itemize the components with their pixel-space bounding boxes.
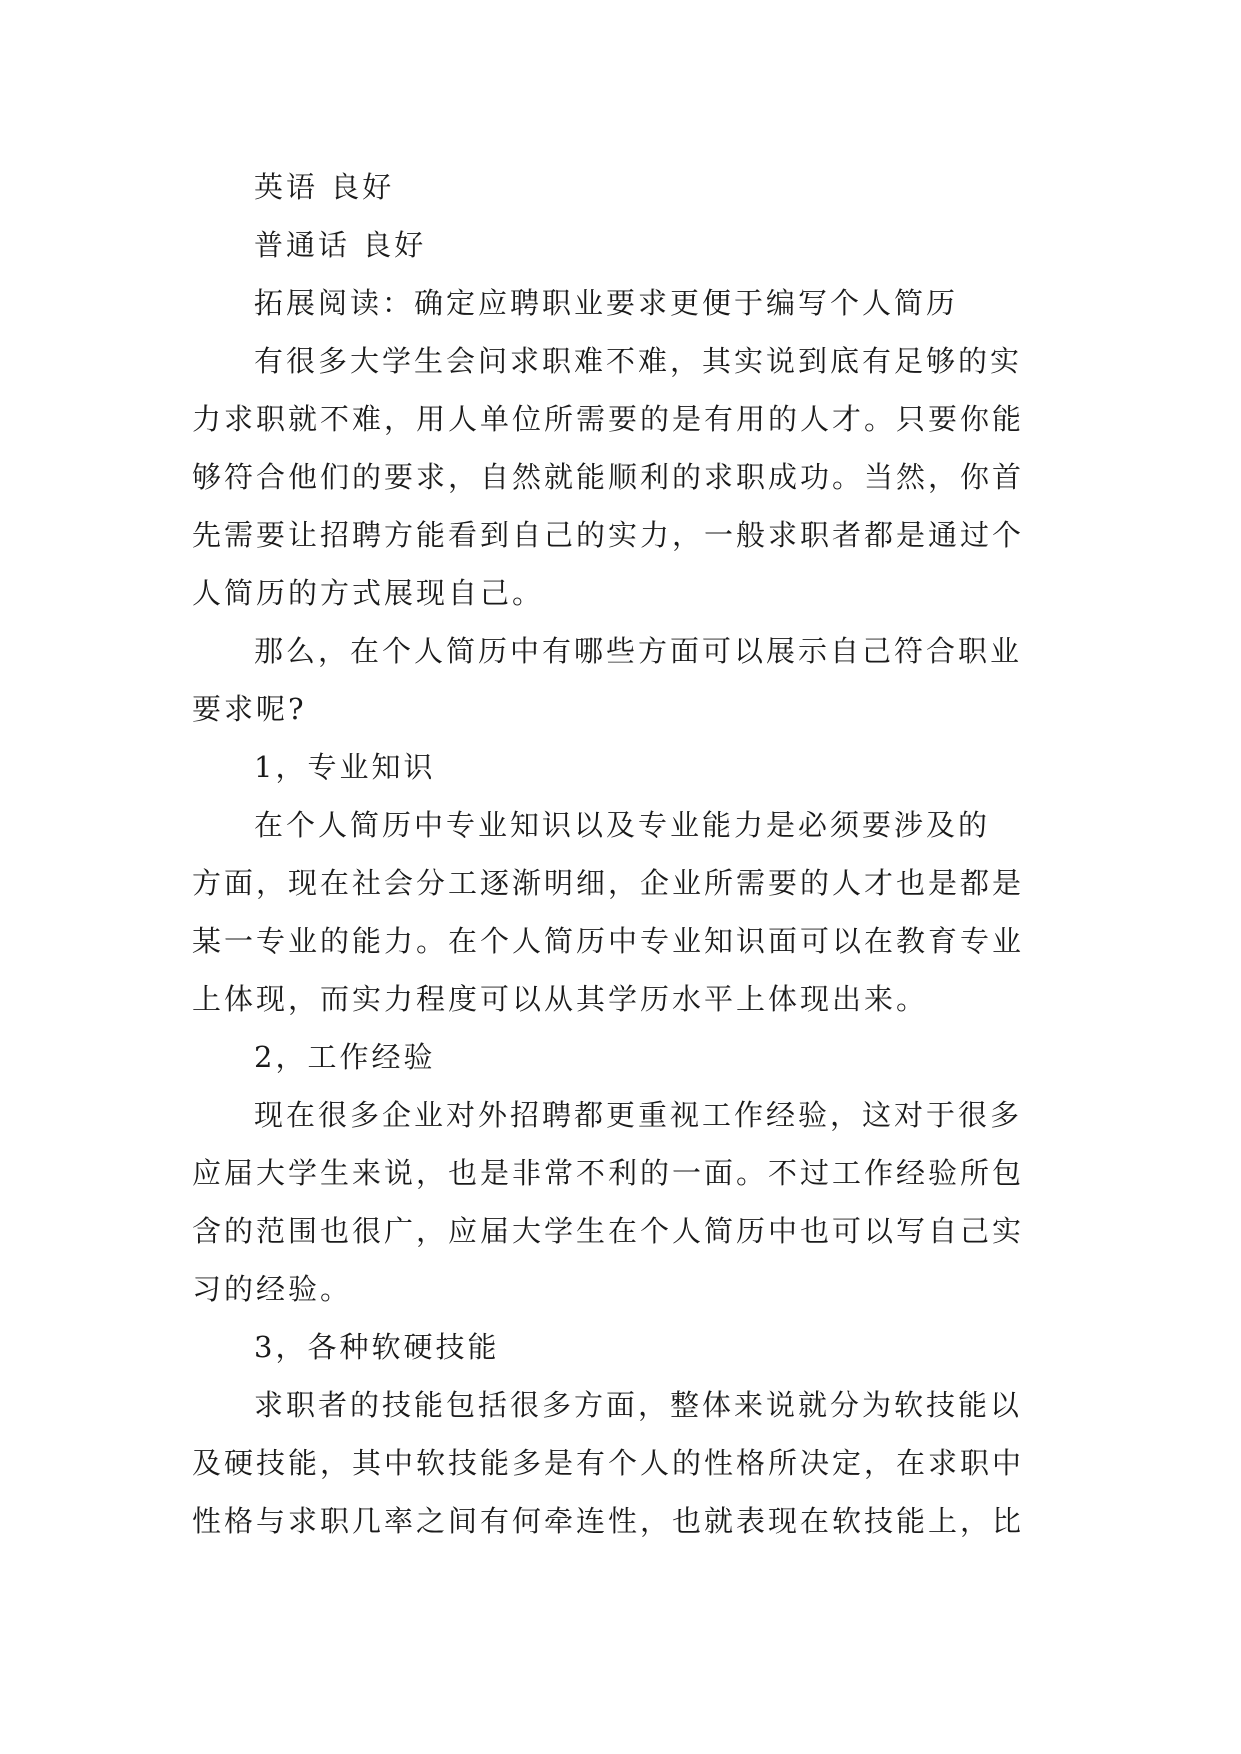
paragraph-line: 方面，现在社会分工逐渐明细，企业所需要的人才也是都是	[192, 866, 1025, 900]
language-english-line: 英语 良好	[254, 170, 395, 204]
paragraph-line: 求职者的技能包括很多方面，整体来说就分为软技能以	[254, 1388, 1023, 1422]
document-body	[192, 158, 1052, 1550]
paragraph-line: 力求职就不难，用人单位所需要的是有用的人才。只要你能	[192, 402, 1025, 436]
language-mandarin-line: 普通话 良好	[254, 228, 427, 262]
paragraph-line: 够符合他们的要求，自然就能顺利的求职成功。当然，你首	[192, 460, 1025, 494]
section-heading-professional-knowledge: 1，专业知识	[254, 750, 436, 784]
paragraph-line: 那么，在个人简历中有哪些方面可以展示自己符合职业	[254, 634, 1023, 668]
section-heading-work-experience: 2，工作经验	[254, 1040, 436, 1074]
paragraph-line: 含的范围也很广，应届大学生在个人简历中也可以写自己实	[192, 1214, 1025, 1248]
paragraph-line: 有很多大学生会问求职难不难，其实说到底有足够的实	[254, 344, 1023, 378]
extended-reading-heading: 拓展阅读：确定应聘职业要求更便于编写个人简历	[254, 286, 959, 320]
paragraph-line: 习的经验。	[192, 1272, 353, 1306]
paragraph-line: 应届大学生来说，也是非常不利的一面。不过工作经验所包	[192, 1156, 1025, 1190]
paragraph-line: 某一专业的能力。在个人简历中专业知识面可以在教育专业	[192, 924, 1025, 958]
paragraph-line: 现在很多企业对外招聘都更重视工作经验，这对于很多	[254, 1098, 1023, 1132]
paragraph-line: 人简历的方式展现自己。	[192, 576, 545, 610]
section-heading-skills: 3，各种软硬技能	[254, 1330, 500, 1364]
paragraph-line: 先需要让招聘方能看到自己的实力，一般求职者都是通过个	[192, 518, 1025, 552]
paragraph-line: 在个人简历中专业知识以及专业能力是必须要涉及的	[254, 808, 991, 842]
paragraph-line: 要求呢?	[192, 692, 307, 726]
paragraph-line: 及硬技能，其中软技能多是有个人的性格所决定，在求职中	[192, 1446, 1025, 1480]
paragraph-line: 上体现，而实力程度可以从其学历水平上体现出来。	[192, 982, 929, 1016]
paragraph-line: 性格与求职几率之间有何牵连性，也就表现在软技能上，比	[192, 1504, 1025, 1538]
